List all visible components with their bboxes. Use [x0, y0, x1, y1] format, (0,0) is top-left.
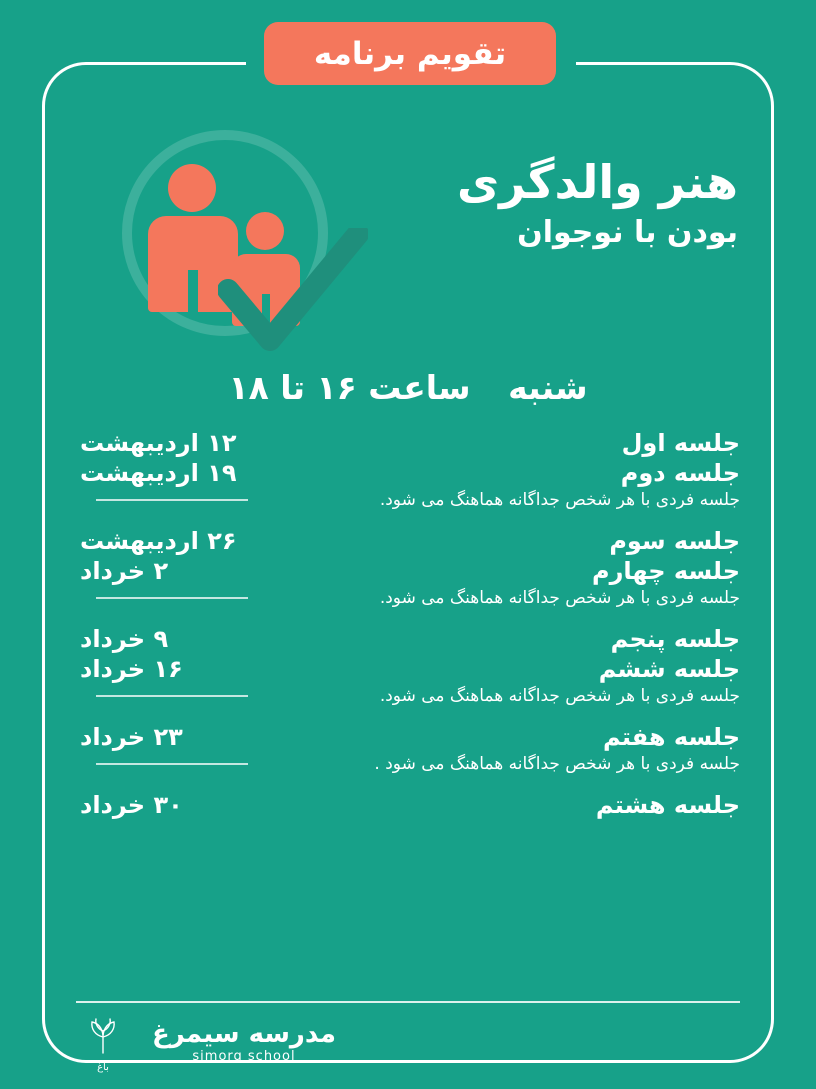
table-row	[72, 458, 744, 488]
tree-logo	[80, 1011, 126, 1073]
session-label: جلسه سوم	[609, 527, 740, 555]
note-row	[72, 488, 744, 512]
title-tab-label: تقویم برنامه	[313, 35, 507, 72]
schedule-table	[72, 428, 744, 820]
table-row	[72, 428, 744, 458]
table-row	[72, 526, 744, 556]
session-label: جلسه پنجم	[610, 625, 740, 653]
note-row	[72, 752, 744, 776]
session-label: جلسه چهارم	[592, 557, 740, 585]
adult-head-icon	[168, 164, 216, 212]
row-gap	[72, 776, 744, 790]
session-label: جلسه هفتم	[603, 723, 740, 751]
tree-icon	[80, 1011, 126, 1057]
table-row	[72, 790, 744, 820]
parent-child-illustration	[110, 120, 380, 370]
note-row	[72, 586, 744, 610]
note-text: جلسه فردی با هر شخص جداگانه هماهنگ می شود.	[379, 490, 740, 510]
row-gap	[72, 610, 744, 624]
simorq-school-logo	[152, 1020, 336, 1065]
session-date: ۳۰ خرداد	[80, 791, 183, 819]
table-row	[72, 624, 744, 654]
session-label: جلسه هشتم	[595, 791, 740, 819]
row-gap	[72, 708, 744, 722]
simorq-logo-fa: مدرسه سیمرغ	[151, 1018, 336, 1049]
session-date: ۱۲ اردیبهشت	[80, 429, 237, 457]
session-date: ۲۶ اردیبهشت	[80, 527, 237, 555]
header-section	[0, 110, 816, 370]
schedule-day: شنبه	[508, 368, 588, 407]
row-gap	[72, 512, 744, 526]
row-separator	[96, 499, 248, 501]
table-row	[72, 654, 744, 684]
footer	[76, 1009, 336, 1075]
note-text: جلسه فردی با هر شخص جداگانه هماهنگ می شود.	[379, 686, 740, 706]
session-date: ۲۳ خرداد	[80, 723, 183, 751]
heading-sub: بودن با نوجوان	[517, 215, 738, 251]
title-tab	[264, 22, 556, 85]
note-text: جلسه فردی با هر شخص جداگانه هماهنگ می شود.	[379, 588, 740, 608]
session-label: جلسه دوم	[620, 459, 740, 487]
schedule-header	[78, 368, 738, 407]
check-icon	[218, 228, 368, 358]
footer-divider	[76, 1001, 740, 1003]
table-row	[72, 722, 744, 752]
session-label: جلسه ششم	[598, 655, 740, 683]
session-date: ۱۶ خرداد	[80, 655, 183, 683]
schedule-time: ساعت ۱۶ تا ۱۸	[228, 368, 471, 407]
row-separator	[96, 695, 248, 697]
session-date: ۲ خرداد	[80, 557, 169, 585]
tree-logo-caption: باغ	[97, 1062, 109, 1073]
note-row	[72, 684, 744, 708]
session-date: ۱۹ اردیبهشت	[80, 459, 237, 487]
heading-main: هنر والدگری	[456, 155, 738, 209]
session-label: جلسه اول	[621, 429, 740, 457]
adult-leg-split	[188, 270, 198, 312]
note-text: جلسه فردی با هر شخص جداگانه هماهنگ می شود .	[374, 754, 740, 774]
table-row	[72, 556, 744, 586]
heading-block	[457, 155, 738, 250]
session-date: ۹ خرداد	[80, 625, 169, 653]
row-separator	[96, 763, 248, 765]
row-separator	[96, 597, 248, 599]
simorq-logo-en: simorq school	[192, 1049, 296, 1065]
